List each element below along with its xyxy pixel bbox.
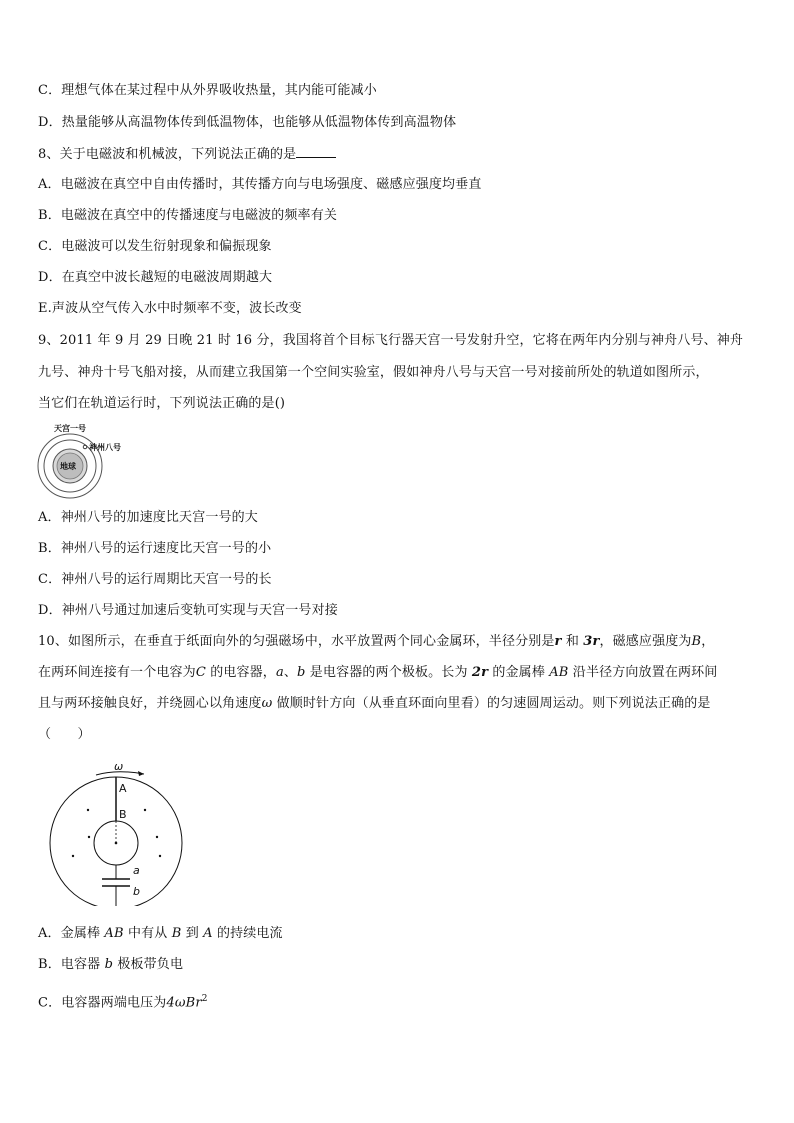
q10-var-omega: ω <box>261 696 273 711</box>
q10-fig-label-B: B <box>119 808 127 821</box>
q8-answer-blank <box>296 145 336 158</box>
q9-option-c: C．神州八号的运行周期比天宫一号的长 <box>38 572 272 587</box>
q10-a-mid2: 到 <box>181 926 204 941</box>
q10-stem-line-2 <box>38 664 717 682</box>
q10-a-AB: AB <box>104 926 124 941</box>
q10-l1-mid: ，磁感应强度为 <box>599 634 692 649</box>
q8-stem <box>38 145 336 164</box>
q9-shenzhou-marker <box>83 445 87 449</box>
q10-field-dot <box>144 809 146 811</box>
q10-field-dot <box>88 836 90 838</box>
q10-ring-figure <box>44 756 194 906</box>
q10-c-exponent: 2 <box>201 994 208 1004</box>
q10-a-A: A <box>203 926 213 941</box>
q8-stem-text: 8、关于电磁波和机械波，下列说法正确的是 <box>38 147 297 162</box>
q8-option-d: D．在真空中波长越短的电磁波周期越大 <box>38 270 273 285</box>
q9-stem-line-2: 九号、神舟十号飞船对接，从而建立我国第一个空间实验室，假如神舟八号与天宫一号对接前所处的轨道如图所示， <box>38 365 709 380</box>
q9-stem-line-3: 当它们在轨道运行时，下列说法正确的是() <box>38 396 286 411</box>
q10-l3-text: 且与两环接触良好，并绕圆心以角速度 <box>38 696 262 711</box>
q9-stem-line-1: 9、2011 年 9 月 29 日晚 21 时 16 分，我国将首个目标飞行器天宫一号发射升空，它将在两年内分别与神舟八号、神舟 <box>38 333 744 348</box>
q10-l2-text: 在两环间连接有一个电容为 <box>38 665 196 680</box>
q10-var-b: b <box>297 665 306 680</box>
q8-option-e: E.声波从空气传入水中时频率不变，波长改变 <box>38 301 302 316</box>
q10-field-dot <box>72 855 74 857</box>
q10-l2-mid2: 是电容器的两个极板。长为 <box>305 665 472 680</box>
q10-field-dot <box>156 836 158 838</box>
q10-l2-mid3: 的金属棒 <box>488 665 550 680</box>
q9-option-d: D．神州八号通过加速后变轨可实现与天宫一号对接 <box>38 603 338 618</box>
q10-field-dot <box>87 809 89 811</box>
q7-option-c: C．理想气体在某过程中从外界吸收热量，其内能可能减小 <box>38 83 377 98</box>
q10-option-c <box>38 990 208 1012</box>
q10-l1-text: 10、如图所示，在垂直于纸面向外的匀强磁场中，水平放置两个同心金属环，半径分别是 <box>38 634 555 649</box>
q10-a-end: 的持续电流 <box>212 926 283 941</box>
q9-option-b: B．神州八号的运行速度比天宫一号的小 <box>38 541 272 556</box>
q10-stem-line-3 <box>38 695 711 713</box>
q10-l1-and: 和 <box>561 634 584 649</box>
q10-var-B: B <box>691 634 702 649</box>
q10-field-dot <box>159 855 161 857</box>
q9-label-tiangong: 天宫一号 <box>54 424 86 433</box>
q8-option-a: A．电磁波在真空中自由传播时，其传播方向与电场强度、磁感应强度均垂直 <box>38 177 482 192</box>
q10-center <box>115 842 118 845</box>
q10-c-text: C．电容器两端电压为 <box>38 995 167 1011</box>
q10-var-r: r <box>554 634 562 649</box>
q10-var-a: a <box>275 665 284 680</box>
q10-rotation-arrow <box>96 772 144 775</box>
q10-c-expr: 4ωBr <box>166 995 202 1011</box>
q10-a-mid1: 中有从 <box>123 926 172 941</box>
q10-option-b <box>38 956 183 974</box>
q10-l1-end: ， <box>701 634 715 649</box>
q9-label-shenzhou: 神州八号 <box>89 443 121 452</box>
q10-b-text: B．电容器 <box>38 957 105 972</box>
q10-fig-label-b: b <box>133 885 140 898</box>
q10-var-C: C <box>195 665 206 680</box>
q8-option-c: C．电磁波可以发生衍射现象和偏振现象 <box>38 239 272 254</box>
q10-stem-line-4: （ ） <box>38 727 91 742</box>
q10-fig-label-a: a <box>133 864 140 877</box>
q10-a-B: B <box>171 926 182 941</box>
q9-label-earth: 地球 <box>60 462 76 471</box>
q10-a-text: A．金属棒 <box>38 926 105 941</box>
q10-stem-line-1 <box>38 633 714 651</box>
q10-b-var: b <box>104 957 114 972</box>
q9-option-a: A．神州八号的加速度比天宫一号的大 <box>38 510 258 525</box>
q9-orbit-figure <box>34 420 144 502</box>
q10-var-3r: 3r <box>583 634 600 649</box>
q10-option-a <box>38 925 283 943</box>
q10-l2-mid: 的电容器， <box>205 665 276 680</box>
q10-var-2r: 2r <box>471 665 489 680</box>
q10-fig-omega: ω <box>114 760 124 773</box>
q7-option-d: D．热量能够从高温物体传到低温物体，也能够从低温物体传到高温物体 <box>38 115 457 130</box>
q10-b-end: 极板带负电 <box>113 957 184 972</box>
q10-l2-end: 沿半径方向放置在两环间 <box>568 665 718 680</box>
q10-var-AB: AB <box>549 665 569 680</box>
q10-fig-label-A: A <box>119 782 127 795</box>
q10-l2-sep: 、 <box>283 665 298 680</box>
q8-option-b: B．电磁波在真空中的传播速度与电磁波的频率有关 <box>38 208 338 223</box>
q10-l3-end: 做顺时针方向（从垂直环面向里看）的匀速圆周运动。则下列说法正确的是 <box>272 696 711 711</box>
